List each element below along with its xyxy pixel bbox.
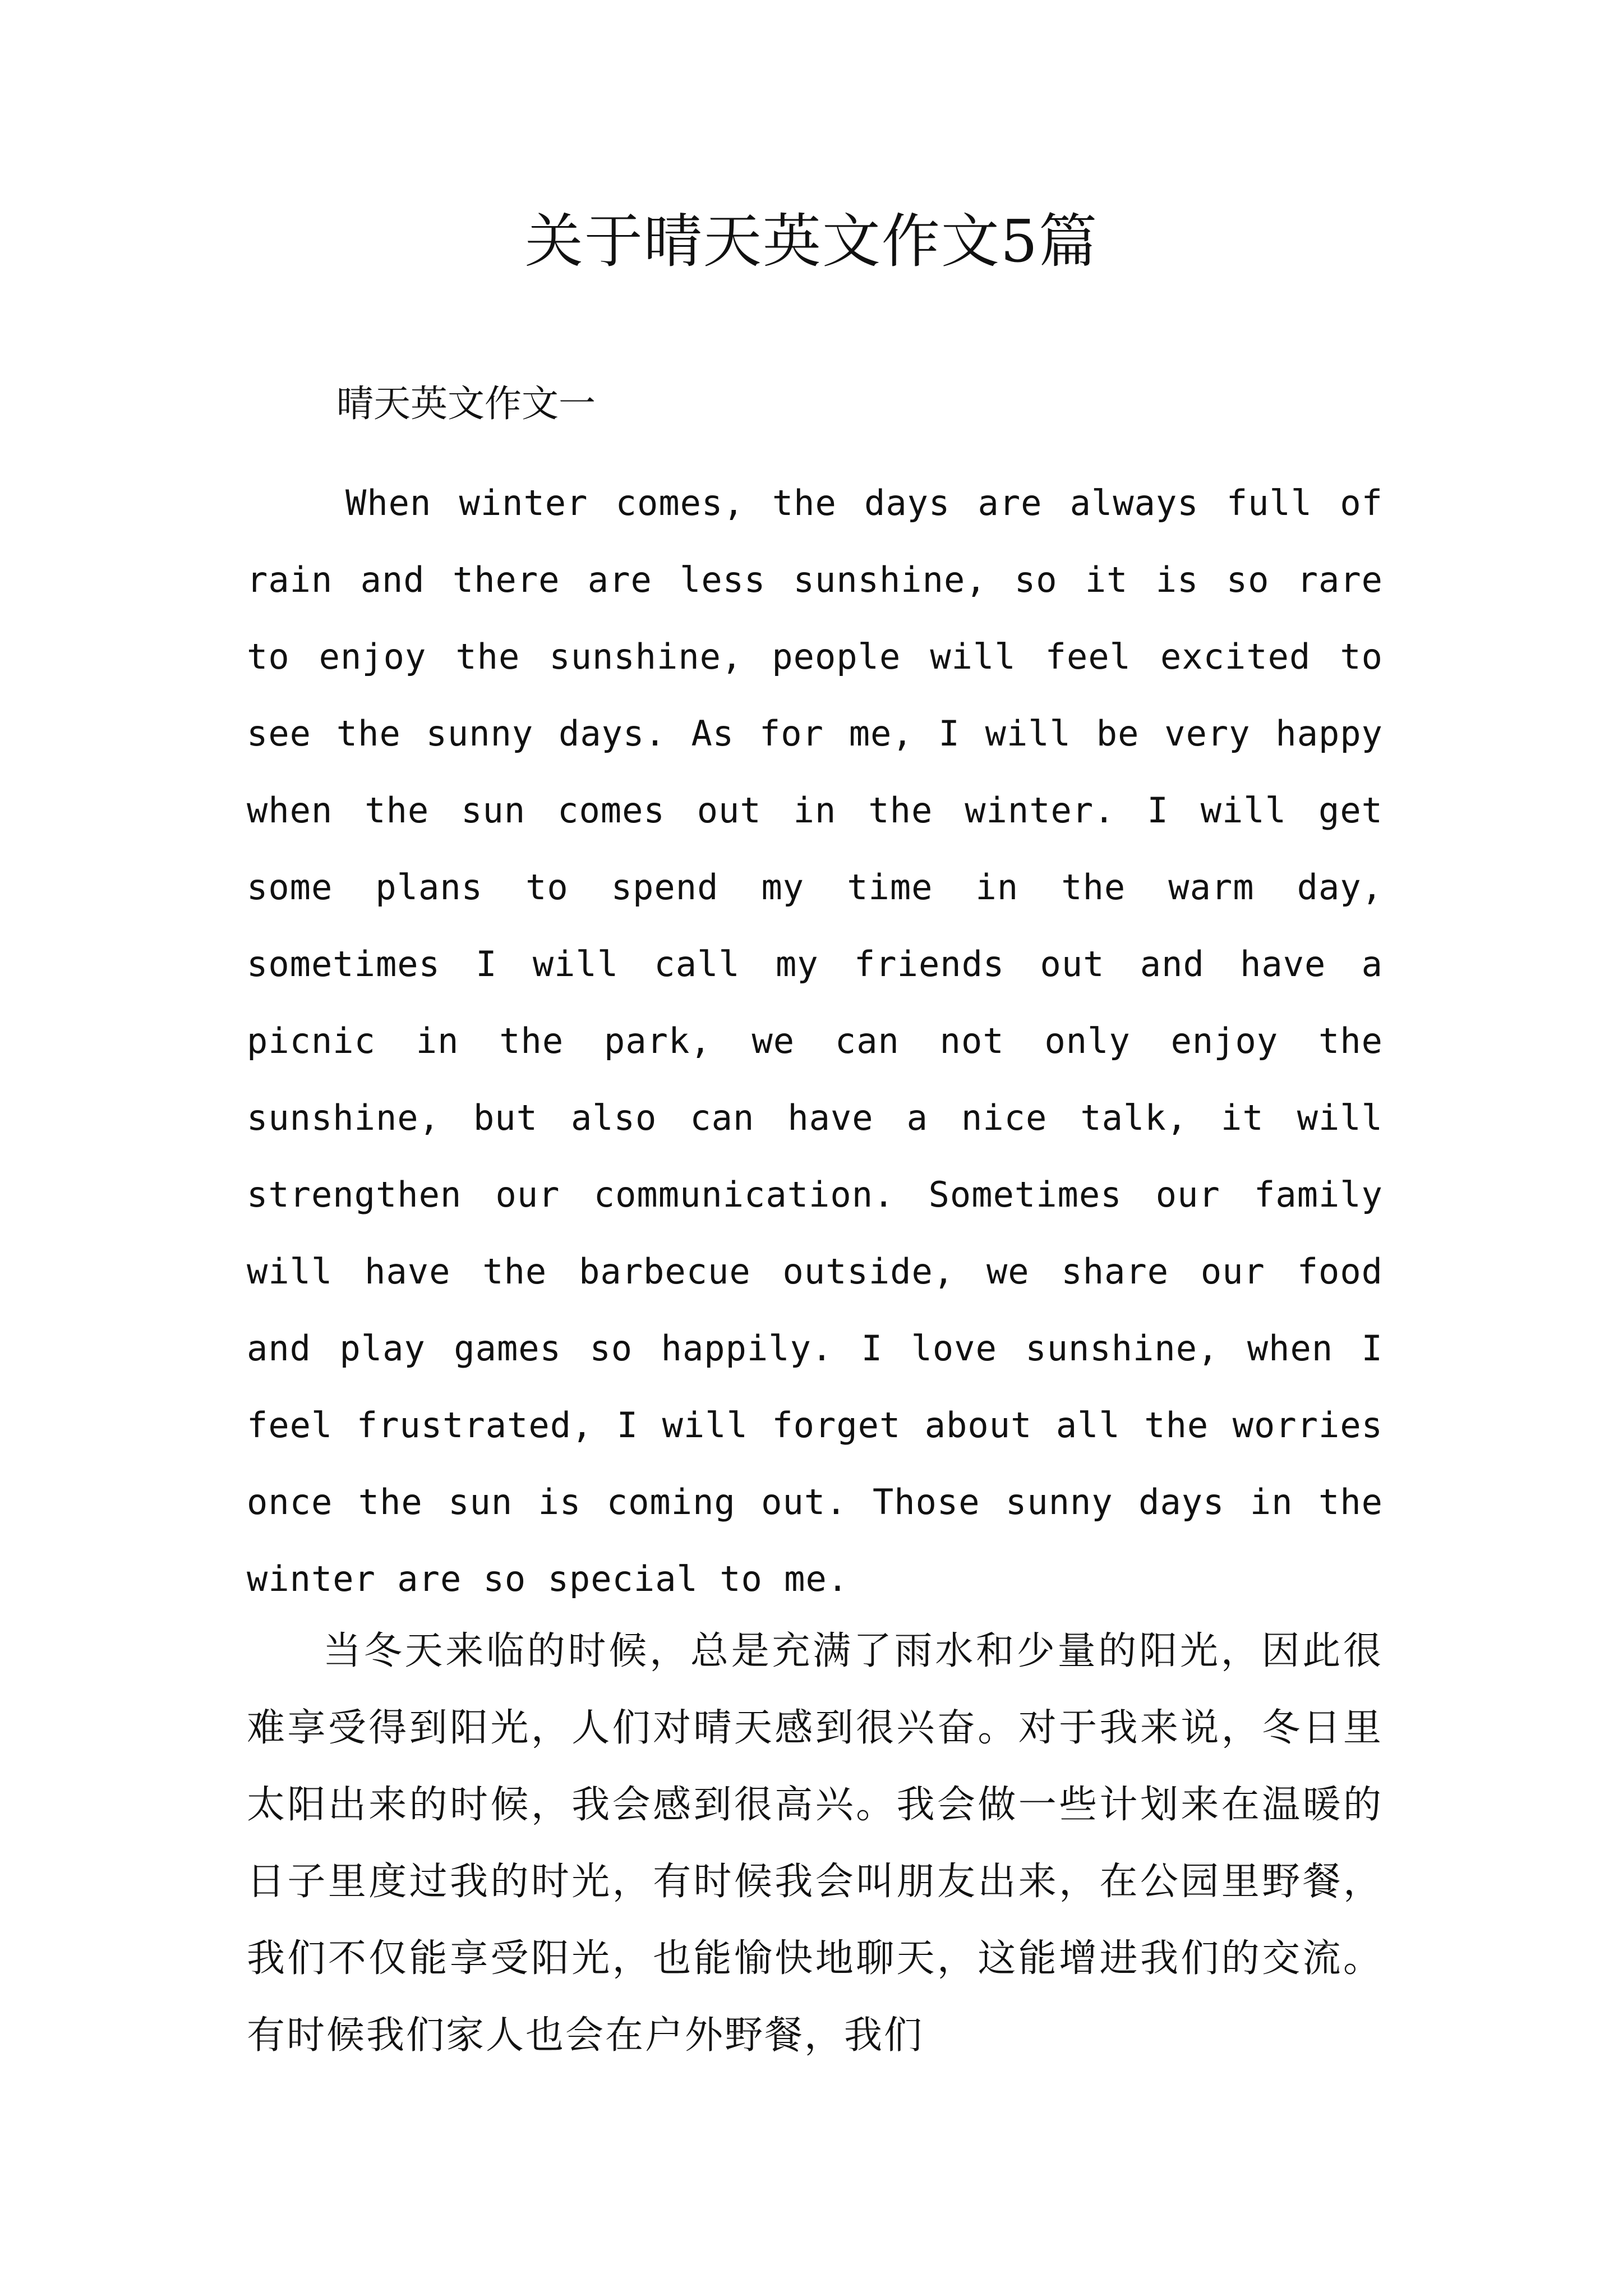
english-paragraph: When winter comes, the days are always full of rain and there are less sunshine, so it is so rare to enjoy the sunshine, people will feel excited to see the sunny days. As for me, I will be very happy when the sun comes out in the winter. I will get some plans to spend my time in the warm day, sometimes I will call my friends out and have a picnic in the park, we can not only enjoy the sunshine, but also can have a nice talk, it will strengthen our communication. Sometimes our family will have the barbecue outside, we share our food and play games so happily. I love sunshine, when I feel frustrated, I will forget about all the worries once the sun is coming out. Those sunny days in the winter are so special to me. — [247, 482, 1383, 1599]
document-title: 关于晴天英文作文5篇 — [524, 207, 1099, 275]
chinese-paragraph: 当冬天来临的时候，总是充满了雨水和少量的阳光，因此很难享受得到阳光，人们对晴天感到很兴奋。对于我来说，冬日里太阳出来的时候，我会感到很高兴。我会做一些计划来在温暖的日子里度过我的时光，有时候我会叫朋友出来，在公园里野餐，我们不仅能享受阳光，也能愉快地聊天，这能增进我们的交流。有时候我们家人也会在户外野餐，我们 — [247, 1629, 1383, 2058]
section-heading: 晴天英文作文一 — [336, 382, 596, 425]
